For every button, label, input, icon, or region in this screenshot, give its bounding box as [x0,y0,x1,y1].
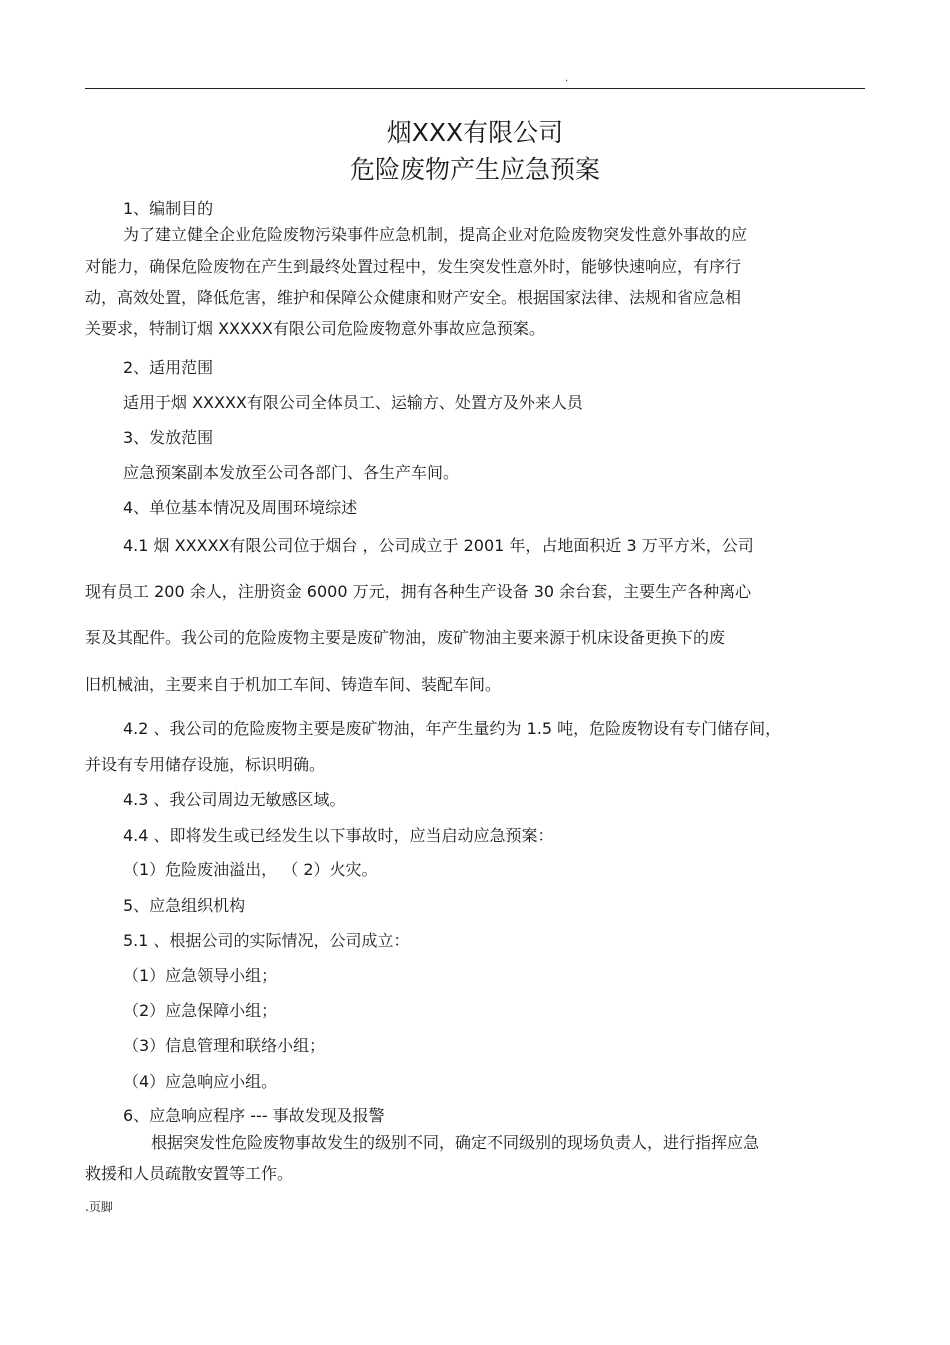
document-title-company: 烟XXX有限公司 [386,118,564,147]
document-title: 危险废物产生应急预案 [349,155,600,184]
paragraph-line: 适用于烟 XXXXX有限公司全体员工、运输方、处置方及外来人员 [123,393,583,412]
list-item: （1）危险废油溢出， （ 2）火灾。 [123,860,378,879]
paragraph-line: 关要求，特制订烟 XXXXX有限公司危险废物意外事故应急预案。 [85,319,545,338]
section-heading-response: 6、应急响应程序 --- 事故发现及报警 [123,1106,385,1125]
paragraph-line: 旧机械油，主要来自于机加工车间、铸造车间、装配车间。 [85,675,502,694]
page-footer: .页脚 [85,1200,113,1214]
paragraph-line: 4.2 、我公司的危险废物主要是废矿物油，年产生量约为 1.5 吨，危险废物设有专门储存间， [123,719,782,738]
paragraph-line: 救援和人员疏散安置等工作。 [85,1164,294,1183]
paragraph-line: 并设有专用储存设施，标识明确。 [85,755,326,774]
list-item: （2）应急保障小组； [123,1001,278,1020]
paragraph-line: 应急预案副本发放至公司各部门、各生产车间。 [123,463,460,482]
paragraph-line: 4.4 、即将发生或已经发生以下事故时，应当启动应急预案： [123,826,554,845]
paragraph-line: 动，高效处置，降低危害，维护和保障公众健康和财产安全。根据国家法律、法规和省应急相 [85,288,742,307]
paragraph-line: 泵及其配件。我公司的危险废物主要是废矿物油，废矿物油主要来源于机床设备更换下的废 [85,628,726,647]
paragraph-line: 现有员工 200 余人，注册资金 6000 万元，拥有各种生产设备 30 余台套，主要生产各种离心 [85,582,752,601]
section-heading-organization: 5、应急组织机构 [123,896,246,915]
section-heading-overview: 4、单位基本情况及周围环境综述 [123,498,358,517]
paragraph-line: 根据突发性危险废物事故发生的级别不同，确定不同级别的现场负责人，进行指挥应急 [151,1133,760,1152]
paragraph-line: 对能力，确保危险废物在产生到最终处置过程中，发生突发性意外时，能够快速响应，有序行 [85,257,742,276]
section-heading-purpose: 1、编制目的 [123,199,214,218]
paragraph-line: 5.1 、根据公司的实际情况，公司成立： [123,931,410,950]
section-heading-scope: 2、适用范围 [123,358,214,377]
paragraph-line: 为了建立健全企业危险废物污染事件应急机制，提高企业对危险废物突发性意外事故的应 [123,225,748,244]
paragraph-line: 4.3 、我公司周边无敏感区域。 [123,790,346,809]
paragraph-line: 4.1 烟 XXXXX有限公司位于烟台 ，公司成立于 2001 年，占地面积近 3 万平方米，公司 [123,536,754,555]
list-item: （3）信息管理和联络小组； [123,1036,326,1055]
list-item: （4）应急响应小组。 [123,1072,278,1091]
list-item: （1）应急领导小组； [123,966,278,985]
header-mark: . [565,73,569,84]
header-rule [85,88,865,89]
section-heading-distribution: 3、发放范围 [123,428,214,447]
